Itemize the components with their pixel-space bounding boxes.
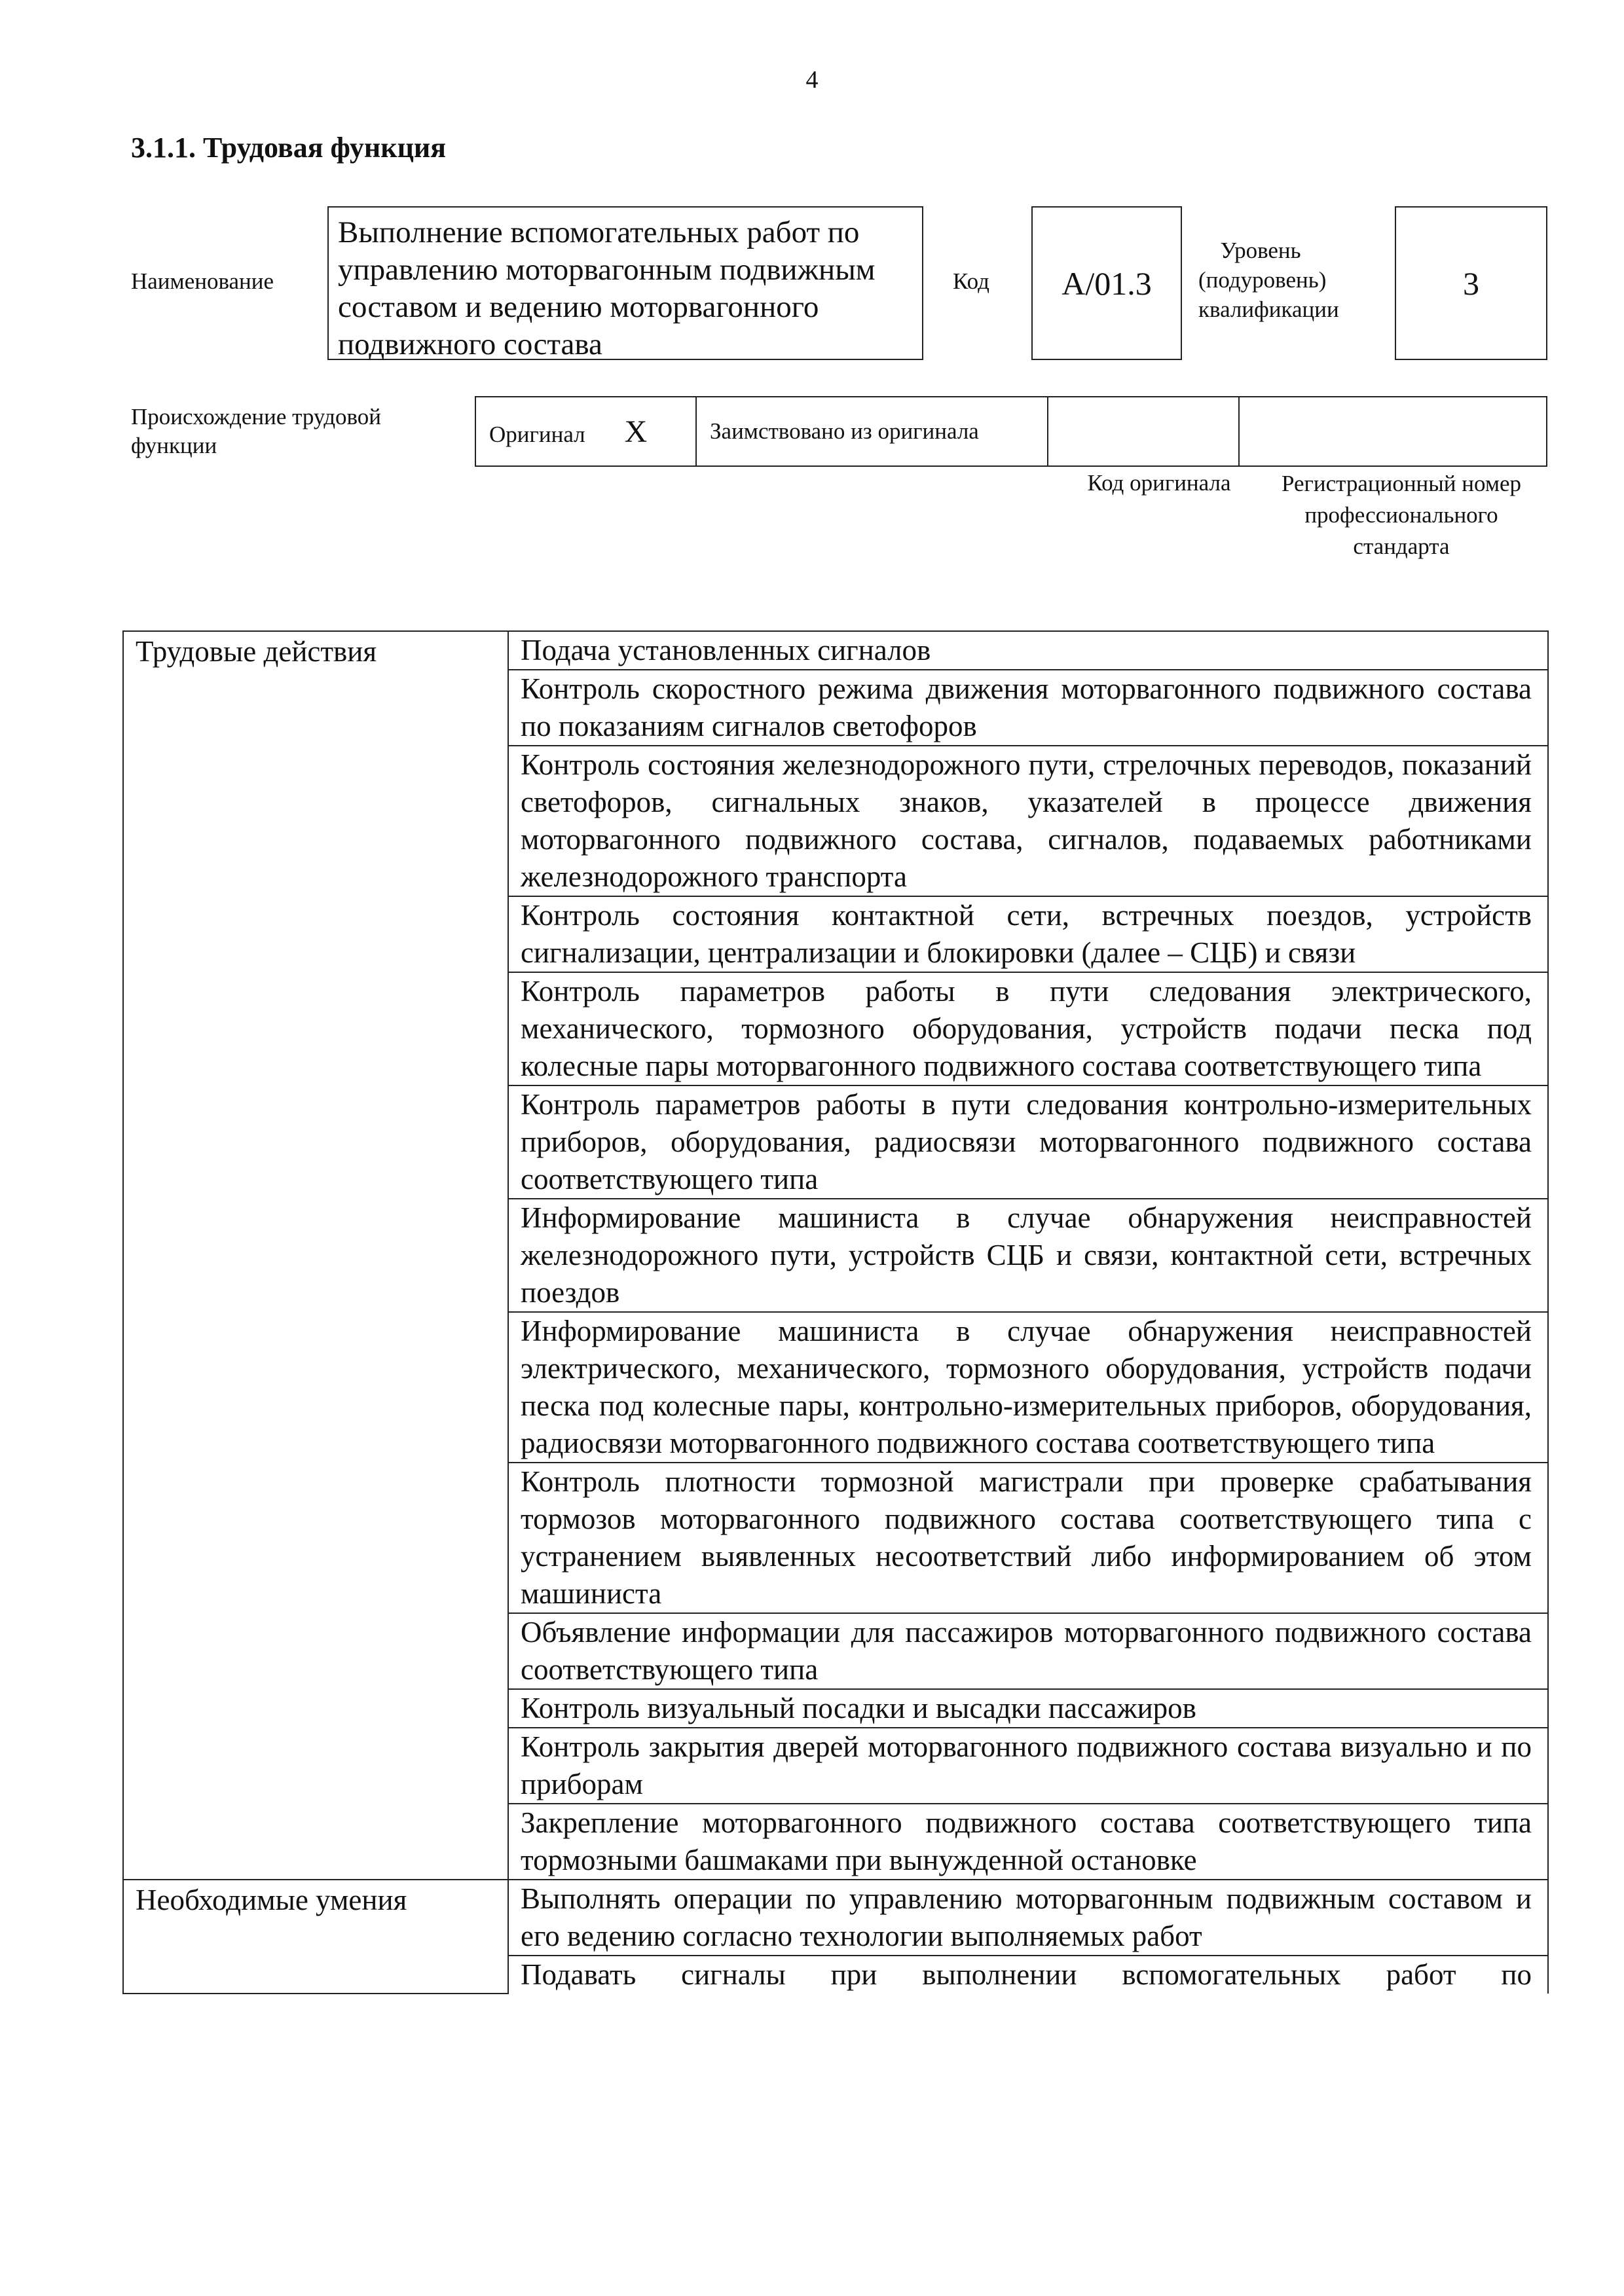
labor-action-item: Контроль закрытия дверей моторвагонного подвижного состава визуально и по приборам	[508, 1728, 1548, 1804]
original-label: Оригинал	[489, 421, 585, 447]
level-label: Уровень (подуровень) квалификации	[1198, 238, 1339, 322]
page-number: 4	[805, 66, 819, 94]
labor-action-item: Контроль состояния контактной сети, встречных поездов, устройств сигнализации, централизации и блокировки (далее – СЦБ) и связи	[508, 896, 1548, 972]
code-value-box: А/01.3	[1031, 206, 1182, 360]
registration-number-cell	[1239, 397, 1547, 466]
labor-action-item: Контроль скоростного режима движения моторвагонного подвижного состава по показаниям сигналов светофоров	[508, 670, 1548, 746]
code-label: Код	[953, 268, 989, 294]
labor-action-item: Контроль параметров работы в пути следования контрольно-измерительных приборов, оборудования, радиосвязи моторвагонного подвижного состава соответствующего типа	[508, 1085, 1548, 1199]
labor-action-item: Информирование машиниста в случае обнаружения неисправностей электрического, механического, тормозного оборудования, устройств подачи песка под колесные пары, контрольно-измерительных приборов, оборудования, радиосвязи моторвагонного подвижного состава соответствующего типа	[508, 1312, 1548, 1463]
labor-action-item: Информирование машиниста в случае обнаружения неисправностей железнодорожного пути, устройств СЦБ и связи, контактной сети, встречных поездов	[508, 1199, 1548, 1312]
origin-label: Происхождение трудовой функции	[131, 404, 382, 458]
original-cell	[475, 397, 696, 466]
labor-action-item: Контроль плотности тормозной магистрали при проверке срабатывания тормозов моторвагонного подвижного состава соответствующего типа с устранением выявленных несоответствий либо информированием об этом машиниста	[508, 1463, 1548, 1613]
labor-action-item: Закрепление моторвагонного подвижного состава соответствующего типа тормозными башмаками при вынужденной остановке	[508, 1804, 1548, 1880]
table-row	[123, 1880, 1548, 1956]
skill-item: Подавать сигналы при выполнении вспомогательных работ по	[508, 1956, 1548, 1994]
labor-action-item: Контроль состояния железнодорожного пути, стрелочных переводов, показаний светофоров, сигнальных знаков, указателей в процессе движения моторвагонного подвижного состава, сигналов, подаваемых работниками железнодорожного транспорта	[508, 746, 1548, 896]
skills-label: Необходимые умения	[123, 1880, 508, 1994]
labor-function-table	[122, 630, 1549, 1994]
borrowed-label: Заимствовано из оригинала	[710, 418, 979, 444]
labor-actions-label: Трудовые действия	[123, 631, 508, 1880]
code-original-caption: Код оригинала	[1087, 470, 1231, 496]
skill-item: Выполнять операции по управлению моторвагонным подвижным составом и его ведению согласно технологии выполняемых работ	[508, 1880, 1548, 1956]
borrowed-cell	[696, 397, 1048, 466]
original-mark: X	[624, 414, 648, 449]
labor-action-item: Контроль параметров работы в пути следования электрического, механического, тормозного оборудования, устройств подачи песка под колесные пары моторвагонного подвижного состава соответствующего типа	[508, 972, 1548, 1085]
function-name-box: Выполнение вспомогательных работ по управлению моторвагонным подвижным составом и ведению моторвагонного подвижного состава	[327, 206, 923, 360]
origin-table	[475, 396, 1547, 467]
labor-action-item: Контроль визуальный посадки и высадки пассажиров	[508, 1689, 1548, 1728]
labor-action-item: Подача установленных сигналов	[508, 631, 1548, 670]
level-value-box: 3	[1395, 206, 1547, 360]
name-label: Наименование	[131, 268, 274, 294]
registration-number-caption: Регистрационный номер профессионального стандарта	[1281, 471, 1522, 559]
table-row	[123, 631, 1548, 670]
section-title: 3.1.1. Трудовая функция	[131, 132, 447, 164]
labor-action-item: Объявление информации для пассажиров моторвагонного подвижного состава соответствующего типа	[508, 1613, 1548, 1689]
code-original-cell	[1048, 397, 1239, 466]
